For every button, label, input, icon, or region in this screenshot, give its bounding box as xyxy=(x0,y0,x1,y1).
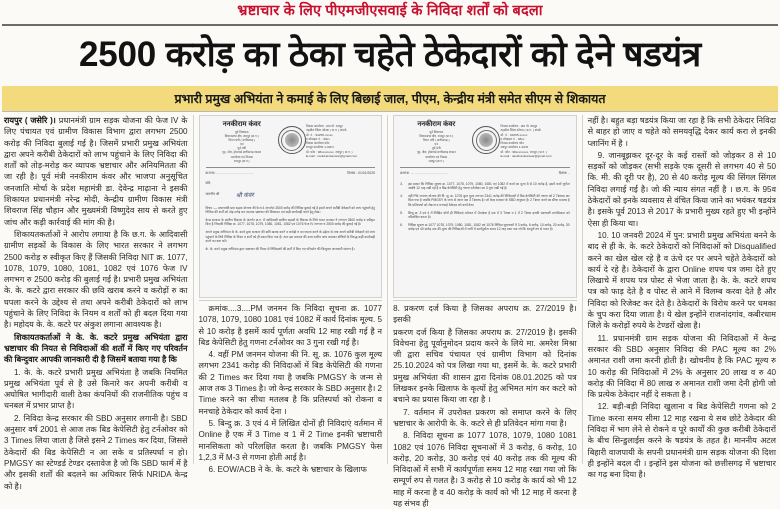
letterhead-subtitle-2: विगत मंत्री ( छत्तीसगढ़ ) xyxy=(422,138,450,143)
contact-line: 0 मोबाइल नं. : 98xx xyxy=(500,136,525,141)
article-column-4 xyxy=(587,115,776,480)
document-caption-1: क्रमांक....3....PM जनमन कि निविदा सूचना क्र. 1077 1078, 1079, 1080 1081 एवं 1082 में कार्य दिनांक मूल्य. 5 से 10 करोड़ है इसमें कार्य पूर्णता अवधि 12 माह रखी गई है न बिड केपेसिटी हेतु गणना टर्नओवर का 3 गुना रखी गई है। xyxy=(198,304,383,347)
letterhead-subtitle-1: गृह, जेल, होमगार्ड छत्तीसगढ़ शासन xyxy=(222,150,262,155)
subheading-text: प्रभारी प्रमुख अभियंता ने कमाई के लिए बिछाई जाल, पीएम, केन्द्रीय मंत्री समेत सीएम से शिकायत xyxy=(174,91,606,106)
point-number: 3. xyxy=(400,181,403,186)
letter-point-2 xyxy=(400,211,570,220)
subheading-banner xyxy=(2,86,778,111)
contact-line: निवास कार्यालय : ग्राम पो. रामपुर xyxy=(500,124,538,128)
letter-content-1 xyxy=(200,116,382,297)
article-column-3 xyxy=(393,115,577,509)
contact-line: निवास कार्यालय फोन xyxy=(500,141,524,146)
paragraph: नहीं है। बहुत बड़ा षडयंत्र किया जा रहा है कि सभी ठेकेदार निविदा से बाहर हो जाए व चहेते को समयवृद्धि देकर कार्य करा ले इनकी प्लानिंग में है । xyxy=(587,116,776,148)
letter-reference-row-2 xyxy=(400,171,570,176)
contact-line: मो. फोन : 98xxxxxxxx, रायपुर ( छ.ग. ) xyxy=(305,149,353,154)
letterhead-contact-1 xyxy=(306,121,375,158)
letterhead-name-2: ननकीराम कंवर xyxy=(417,121,456,128)
letterhead-subtitle-2: रामपुर (छ.ग.) xyxy=(428,158,445,163)
letterhead-subtitle-1: एवं xyxy=(240,142,244,147)
letter-content-2 xyxy=(394,116,576,297)
kicker-text: भ्रष्टाचार के लिए पीएमजीएसवाई के निविदा शर्तों को बदला xyxy=(237,3,543,19)
letterhead-subtitle-2: कार्यालय एवं निवास xyxy=(425,154,448,159)
letterhead-subtitle-1: रामपुर (छ.ग.) xyxy=(233,158,250,163)
point-number: 5. xyxy=(400,210,403,215)
point-text: निविदा सूचना क्र 1077 1078, 1079, 1080, 1081, 1082 एवं 1076 निविदा सूचनाओं में 3 करोड़, 6 करोड़, 10 करोड़, 20 करोड़, 30 करोड़ एवं 40 करोड़ तक की मूल्य की निविदाओं में सभी में कार्यपूर्णता समय 12 माह रखा गया जो कि सम्पूर्ण रुप से गलत है। xyxy=(408,222,570,232)
headline-row xyxy=(0,26,780,84)
letterhead-2 xyxy=(400,121,570,163)
point-item: 11. प्रधानमंत्री ग्राम सड़क योजना की निविदाओं में केन्द्र सरकार की SBD अनुसार निविदा की PAC मूल्य का 2% अमानत राशी जमा करनी होती है। खोचनीय है कि PAC मूल्य रु 10 करोड़ की निविदाओं में 2% के अनुसार 20 लाख व रु 40 करोड़ की निविदा में 80 लाख रु अमानत राशी जमा देनी होगी जो कि प्रत्येक ठेकेदार नहीं दे सकता है । xyxy=(587,333,776,400)
letter-reference-row-1 xyxy=(206,171,376,176)
letterhead-subtitle-1: विगत मंत्री ( छत्तीसगढ़ ) xyxy=(228,138,256,143)
contact-line: 0 मोबाइल नं. : 98xx xyxy=(305,136,330,141)
point-number: 6. xyxy=(400,222,403,227)
letterhead-subtitle-1: पूर्व विधायक xyxy=(234,130,249,134)
paragraph: प्रकरण दर्ज किया है जिसका अपराध क्र. 27/2019 है। इसकी विवेचना हेतु पूर्वानुमोदन प्रदाय करने के लिये मा. अमरेश मिश्रा जी द्वारा सचिव पंचायत एवं ग्रामीण विभाग को दिनांक 25.10.2024 को पत्र लिखा गया था, इसमें के. के. कटरे प्रभारी प्रमुख अभियंता की शासन द्वारा दिनांक 08.01.2025 को पत्र लिखकर इनके खिलाफ के कृत्यों हेतु अभिमत मांग कर कटरे को बचाने का प्रयास किया जा रहा है । xyxy=(393,327,577,405)
letterhead-subtitle-2: पूर्व मंत्री xyxy=(431,146,441,151)
point-item: 12. बड़ी-बड़ी निविदा खुलाना व बिड केपेसिटी गणना को 2 Time करना समय सीमा 12 माह रखना ये सब छोटे ठेकेदार की निविदा में भाग लेने से रोकने व पूरे कार्यों की कुछ करीबी ठेकेदारों के बीच सिन्डुलाईस करने के षडयंत्र के तहत है। माननीय अटल बिहारी वाजपायी के सपनी प्रधानमंत्री ग्राम सड़क योजना की दिशा ही इन्होंने बदल दी । इन्होंने इस योजना को छत्तीसगढ़ में भ्रष्टाचार का गढ़ बना दिया है। xyxy=(587,402,776,480)
letter-date-1: दिनांक ..01/01/2025 xyxy=(347,170,376,175)
point-text: वहीं PM जनमन योजना की नि. सू. क्र. 1076 कुल मूल्य लगभग 2341 करोड़ की निविदाओं में बिड केपेसिटी की गणना को 2 Times कर दिया गया है जबकि PMGSY के जन्म से आज तक 3 Times है। जो केन्द्र सरकार के SBD अनुसार है। 2 Time करने का सीधा मतलब है कि प्रतिस्पर्धा को रोकना व मनचाहे ठेकेदार को कार्य देना। xyxy=(408,193,570,207)
point-item: 10. 10 जनवरी 2024 में पुन: प्रभारी प्रमुख अभियंता बनने के बाद से ही के. के. कटरे ठेकेदारों को निविदाओं को Disqualified करने का खेल खेल रहे है व ऊंचे दर पर अपने चहेते ठेकेदारों को कार्य दे रहे है। ठेकेदारों के द्वारा Online शपथ पत्र जमा देते हुए लिखाचे में शपथ पत्र पोस्ट से भेजा जाता है। के. के. कटरे शपथ पत्र को फाड़ देते है व पोस्ट से आने में विलम्ब करवा देते है और निविदा को रिजेक्ट कर देते है। ठेकेदारों के विरोध करने पर धमका के चुप करा दिया जाता है। ये खेल इन्होंने राजनांदगांव, कबीरधाम जिले के करोड़ों रुपये के टेण्डरों खेला है। xyxy=(587,230,776,331)
column-divider xyxy=(193,115,194,464)
contact-line: निवास कार्यालय फोन xyxy=(305,141,330,146)
point-item: 4. वहीं PM जनमन योजना की नि. सू. क्र. 1076 कुल मूल्य लगभग 2341 करोड़ की निविदाओं में बिड केपेसिटी की गणना की 2 Times कर दिया गया है जबकि PMGSY के जन्म से आज तक 3 Times है। जो केन्द्र सरकार के SBD अनुसार है। 2 Time करने का सीधा मतलब है कि प्रतिस्पर्धा को रोकना व मनचाहे ठेकेदार को कार्य देना । xyxy=(198,350,383,416)
handwritten-annotation-1: श्री कंवर xyxy=(236,192,255,199)
contact-line: E-mail : nankiramkanwar@gmail.com xyxy=(500,154,552,159)
lead-text: प्रधानमंत्री ग्राम सड़क योजना की फेज IV के लिए पंचायत एवं ग्रामीण विकास विभाग द्वारा लगभग 2500 करोड़ की निविदा बुलाई गई है। जिसमें प्रभारी प्रमुख अभियंता द्वारा अपने करीबी ठेकेदारों को लाभ पहुंचाने के लिए निविदा की शर्तों को तोड़-मरोड़ कर व्यापक भ्रष्टाचार और अनियमितता की जा रही है। पूर्व मंत्री ननकीराम कंवर और भाजपा अनुसूचित जनजाति मोर्चा के प्रदेश महामंत्री डा. देवेन्द्र माढ़ाना ने इसकी शिकायत प्रधानमंत्री नरेन्द्र मोदी, केन्द्रीय ग्रामीण विकास मंत्री शिवराज सिंह चौहान और मुख्यमंत्री विष्णुदेव साय से करते हुए जांच और कड़ी कार्रवाई की मांग की है। xyxy=(4,116,188,227)
letterhead-rule-2 xyxy=(400,167,570,168)
contact-line: तहसील जिला कोरबा ( छ.ग. ) संपर्क xyxy=(305,128,347,133)
letterhead-subtitle-2: एवं xyxy=(434,142,438,147)
contact-line: E-mail : nankiramkanwar@gmail.com xyxy=(305,154,358,159)
contact-line: रायपुर कार्यालय 1-मकान xyxy=(500,145,529,150)
official-seal-icon-1 xyxy=(278,126,306,154)
point-item: 9. जानबूझकर दूर-दूर के कई रास्तों को जोड़कर 8 से 10 सड़कों को जोड़कर (सभी सड़के एक दूसरी से लगभग 40 से 50 कि. मी. की दूरी पर है), 20 से 40 करोड़ मूल्य की सिंगल सिंगल निविदा लगाई गई है। जो की न्याय संगत नहीं है । छ.ग. के 95व ठेकेदारों को इनके व्यवसाय से वंचित किया जाने का भयंकर षडयंत्र है। इसके पूर्व 2013 से 2017 के प्रभारी मुख्य रहते हुए भी इन्होंने ऐसा ही किया था। xyxy=(587,150,776,228)
contact-line: निवास कार्यालय : ग्राम पो. रामपुर xyxy=(305,124,343,128)
point-item: 2. निविदा केन्द्र सरकार की SBD अनुसार लगानी है। SBD अनुसार वर्ष 2001 से आज तक बिड केपेसिटी हेतु टर्नओवर को 3 Times लिया जाता है जिसे इसने 2 Times कर दिया, जिससे ठेकेदारों की बिड केपेसिटी न आ सके व प्रतिस्पर्धा न हो। PMGSY का स्टेण्डर्ड टेण्डर दस्तावेज है जो कि SBD फार्म में है और इसकी शर्तों की बदलने का अधिकार सिर्फ NRIDA केन्द्र को है। xyxy=(4,413,188,491)
letterhead-subtitle-2: विधानसभा क्षेत्र, रामपुर (छ.ग.) xyxy=(419,134,454,139)
contact-line: मो. नं. : 94255-xxxxx xyxy=(500,132,528,137)
contact-line: तहसील जिला कोरबा ( छ.ग. ) संपर्क xyxy=(500,128,541,133)
letterhead-identity-2 xyxy=(400,121,472,163)
point-item: 8. निविदा सूचना क्र 1077 1078, 1079, 1080 1081 1082 एवं 1076 निविदा सूचनाओं में 3 करोड़, 6 करोड़, 10 करोड़, 20 करोड़, 30 करोड़ एवं 40 करोड़ तक की मूल्य की निविदाओं में सभी में कार्यपूर्णता समय 12 माह रखा गया जो कि सम्पूर्ण रुप से गलत है। 3 करोड़ से 10 करोड़ के कार्य को भी 12 माह में करना है व 40 करोड़ के कार्य को भी 12 माह में करना है यह संभव ही xyxy=(393,431,577,509)
point-item: 6. EOW/ACB ने के. के. कटरे के भ्रष्टाचार के खिलाफ xyxy=(208,465,367,475)
letterhead-identity-1 xyxy=(206,121,278,163)
page-title: 2500 करोड़ का ठेका चहेते ठेकेदारों को देने षडयंत्र xyxy=(78,35,701,74)
letterhead-contact-2 xyxy=(500,121,569,158)
caption-rule-2 xyxy=(393,300,577,301)
letterhead-subtitle-2: गृह, जेल, होमगार्ड छत्तीसगढ़ शासन xyxy=(416,150,456,155)
letter-point-2 xyxy=(400,223,570,232)
letter-paragraph-1: केन्द्र सरकार के ग्रामीण विकास के अंतर्गत छ.ग. में आदिवासी ग्रामीण सड़कों के विकास के लिये भारत सरकार ने लगभग 2500 करोड़ रु स्वीकृत किए है जिसकी निविदा क्र. 1077, 1078, 1079, 1080, 1081, 1082 एवं 1076 फेज IV लगभग रु 2500 करोड़ की बुलाई गई है। xyxy=(205,217,376,227)
letter-paragraph-3: के. के. कटरे प्रमुख अभियंता द्वारा भ्रष्टाचार की नियत से निविदाओं की शर्तों में किए गए परिवर्तन की बिन्दुवार जानकारी संलग्न है। xyxy=(205,246,355,251)
letter-salutation-1: प्रति, xyxy=(205,180,212,185)
column-divider xyxy=(387,115,388,464)
letter-addressee-1: माननीय श्री xyxy=(205,191,220,196)
letter-paragraph-2: अपने प्रमुख अभियंता के के. कटरे द्वारा सरकार की छवि खराब करने व करोड़ों रु का घपला करने के उद्देश्य से तथा अपने करीबी ठेकेदारों को लाभ पहुंचाने के लिये निविदा के नियम व शर्तों को ही बदल दिया गया है। अतः इस प्रकरण की उच्च स्तरीय जांच कराकर दोषियों के विरुद्ध कड़ी कार्यवाही करने का कष्ट करें। xyxy=(205,229,376,244)
scanned-letter-image-2 xyxy=(393,115,577,298)
kicker-row xyxy=(0,0,780,24)
point-text: बिन्दु क्र. 3 एवं 4 में लिखित दोनों ही निविदाएं वर्तमान में Online है एक में 3 Time व 1 में 2 Time इनकी भ्रष्टाचारी मानसिकता को परिलक्षित करता है। xyxy=(408,210,570,220)
letterhead-name-1: ननकीराम कंवर xyxy=(222,121,261,128)
column-divider xyxy=(582,115,583,464)
letter-subject-1: विषय :— प्रधानमंत्री ग्राम सड़क योजना की फेज 4 अन्तर्गत 2500 करोड़ की निविदा बुलाई गई है इसमें अपने करीबी ठेकेदारों को लाभ पहुंचाने हेतु निविदा की शर्तों को तोड़ मरोड़ कर व्यापक भ्रष्टाचार की शिकायत एवं कड़ी कार्यवाही करने हेतु लेख। xyxy=(205,205,376,215)
caption-rule-1 xyxy=(199,300,383,301)
letterhead-subtitle-1: पूर्व मंत्री xyxy=(237,146,247,151)
article-body xyxy=(0,112,780,509)
contact-line: मो. नं. : 94255-xxxxx xyxy=(305,132,333,137)
article-column-2 xyxy=(198,115,383,475)
article-column-1 xyxy=(4,115,188,491)
contact-line: मो. फोन : 98xxxxxxxx, रायपुर ( छ.ग. ) xyxy=(500,149,548,154)
document-caption-2: 8. प्रकरण दर्ज किया है जिसका अपराध क्र. 27/2019 है। इसकी xyxy=(393,304,577,325)
paragraph: शिकायतकर्ताओं ने आरोप लगाया है कि छ.ग. के आदिवासी ग्रामीण सड़कों के विकास के लिए भारत सरकार ने लगभग 2500 करोड़ रु स्वीकृत किए हैं जिसकी निविदा NIT क्र. 1077, 1078, 1079, 1080, 1081, 1082 एवं 1076 फेज IV लगभग रु 2500 करोड़ की बुलाई गई है। प्रभारी प्रमुख अभियंता के. के. कटरे द्वारा सरकार की छवि खराब करने व करोड़ों रु का घपला करने के उद्देश्य से तथा अपने करीबी ठेकेदारों को लाभ पहुंचाने के लिए निविदा के नियम व शर्तों को ही बदल दिया गया है। महोदय के. के. कटरे पर अंकुश लगाना आवश्यक है। xyxy=(4,229,188,330)
scanned-letter-image-1 xyxy=(199,115,383,298)
letter-point-2 xyxy=(400,182,570,191)
highlight-paragraph: शिकायतकर्ताओं ने के. के. कटरे प्रमुख अभियंता द्वारा भ्रष्टाचार की नियत से निविदाओं की शर्तों में किए गए परिवर्तन की बिन्दुवार आपकी जानकारी दी है जिसमें बताया गया है कि xyxy=(4,332,188,365)
reference-number-2: क्रमांक............................. xyxy=(400,170,449,175)
point-item: 7. वर्तमान में उपरोक्त प्रकरण को समाप्त करने के लिए भ्रष्टाचार के आरोपी के. के. कटरे से ही प्रतिवेदन मांगा गया है। xyxy=(393,407,577,428)
letter-date-2: दिनांक .. xyxy=(558,170,570,175)
letterhead-rule-1 xyxy=(206,167,376,168)
point-item: 5. बिन्दु क्र. 3 एवं 4 में लिखित दोनों ही निविदाएं वर्तमान में Online है एक में 3 Time व 1 में 2 Time इनकी भ्रष्टाचारी मानसिकता को परिलक्षित करता है। जबकि PMGSY फेस 1,2,3 में M-3 से गणना होती आई है। xyxy=(198,418,383,462)
dateline: रायपुर ( जसेरि )। xyxy=(4,116,56,125)
letter-point-2 xyxy=(400,194,570,208)
letterhead-subtitle-1: विधानसभा क्षेत्र, रामपुर (छ.ग.) xyxy=(224,134,259,139)
letterhead-subtitle-2: पूर्व विधायक xyxy=(429,130,444,134)
point-text: इस प्रकार कि निविदा सूचना क्र. 1077, 1078, 1079, 1080, 1081 एवं 1082 में कार्य का मूल्य 5 से 10 करोड़ है, इसमें कार्य पूर्णता अवधि 12 माह रखी गई है व बिड केपेसिटी हेतु गणना टर्नओवर का 3 गुना रखी गई है। xyxy=(408,181,570,191)
article-lead-paragraph xyxy=(4,115,188,228)
letterhead-subtitle-1: कार्यालय एवं निवास xyxy=(230,154,253,159)
official-seal-icon-2 xyxy=(472,126,500,154)
point-item: 1. के. के. कटरे प्रभारी प्रमुख अभियंता है जबकि नियमित प्रमुख अभियंता पूर्व से है उसे किनारे कर अपनी करीबी व अघोषित भागीदारी वाली ठेका कंपनियों की राजनीतिक पहुंच व धनबल में प्रभार प्राप्त है। xyxy=(4,367,188,411)
letterhead-1 xyxy=(206,121,376,163)
reference-number-1: क्रमांक............................. xyxy=(205,170,254,175)
contact-line: रायपुर कार्यालय 1-मकान xyxy=(305,145,334,150)
point-number: 4. xyxy=(400,193,403,198)
